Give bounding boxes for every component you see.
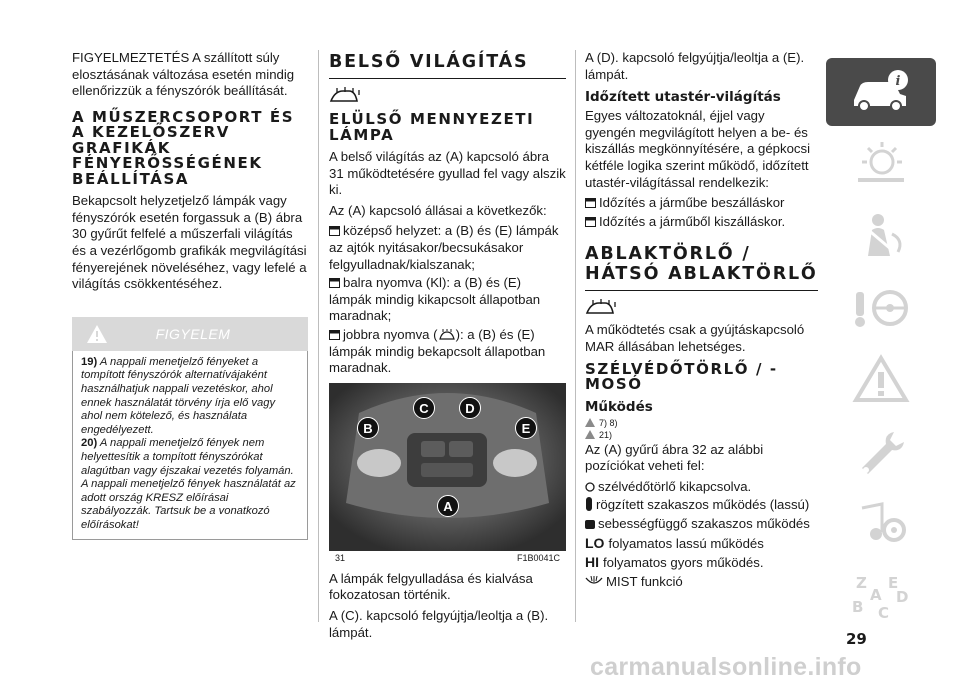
warning-item-19 [81,356,299,438]
column-divider [318,50,319,622]
tab-car-info[interactable] [826,58,936,126]
car-lamp-icon [329,87,363,105]
option-mist [585,574,818,591]
bullet-item [585,214,818,231]
column-3 [585,50,818,592]
svg-text:C: C [878,604,890,622]
chapter-tabs [826,58,936,634]
reference-number: 7) 8) [599,417,618,428]
ignition-text: A működtetés csak a gyújtáskapcsoló MAR állásában lehetséges. [585,322,805,354]
door-bullet-icon [329,330,340,340]
watermark: carmanualsonline.info [590,653,862,681]
tab-safety[interactable] [826,202,936,270]
music-settings-icon [848,498,914,550]
bullet-text: balra nyomva (Kl): a (B) és (E) lámpák mindig kikapcsolt állapotban maradnak; [329,275,541,324]
intro-text: FIGYELMEZTETÉS A szállított súly elosztásának változása esetén mindig ellenőrizzük a fényszórók beállítását. [72,50,295,99]
section-heading-interior-lights: BELSŐ VILÁGÍTÁS [329,52,566,79]
column-divider [575,50,576,622]
lamp-on-icon [438,329,456,340]
tab-maintenance[interactable] [826,418,936,486]
warning-header [72,317,308,351]
option-speed-dependent [585,516,818,533]
speed-dependent-icon [585,520,595,529]
tab-emergency[interactable] [826,346,936,414]
option-code: LO [585,534,605,551]
tab-index[interactable] [826,562,936,630]
switch-c-text: A (C). kapcsoló felgyújtja/leoltja a (B). lámpát. [329,607,549,640]
bullet-text: jobbra nyomva ( [343,326,438,342]
sub-heading-windscreen-wiper: SZÉLVÉDŐTÖRLŐ / -MOSÓ [585,359,778,394]
warning-number: 20) [81,437,98,450]
door-bullet-icon [329,226,340,236]
wrench-icon [848,426,914,478]
warning-item-20 [81,437,299,532]
bullet-text: ): a (B) és (E) lámpák mindig bekapcsolt állapotban maradnak. [329,326,546,376]
warning-road-icon [848,354,914,406]
figure-caption [329,553,566,563]
sub-heading-operation: Működés [585,398,653,415]
door-bullet-icon [585,217,596,227]
warning-text: A nappali menetjelző fényeket a tompított fényszórók alternatívájaként használhatjuk nappali vezetéskor, ahol ennek használatát törvény írja elő vagy ahol nem kötelező, és használata engedélyezett. [81,355,276,436]
bullet-item [329,223,566,273]
timed-lights-text: Egyes változatoknál, éjjel vagy gyengén megvilágított helyen a be- és kiszállás megkönnyítésére, a gépkocsi kétféle logika szerint működő, időzített utastér-világítással rendelkezik: [585,108,811,190]
option-hi [585,554,818,572]
column-2 [329,50,566,645]
seatbelt-icon [848,210,914,262]
warning-title: FIGYELEM [155,325,231,342]
option-text: rögzített szakaszos működés (lassú) [596,497,810,513]
bullet-text: Időzítés a járműbe beszálláskor [599,195,785,211]
option-text: MIST funkció [606,573,683,589]
mist-icon [585,576,603,587]
svg-text:i: i [895,74,901,89]
reference-row [585,418,818,428]
option-text: szélvédőtörlő kikapcsolva. [598,478,752,494]
label-a: A [437,495,459,517]
option-intermittent [585,497,818,514]
ceiling-lamp-text: A belső világítás az (A) kapcsoló ábra 31 működtetésére gyullad fel vagy alszik ki. [329,149,566,198]
switch-d-text: A (D). kapcsoló felgyújtja/leoltja a (E). lámpát. [585,50,805,82]
bullet-text: középső helyzet: a (B) és (E) lámpák az ajtók nyitásakor/becsukásakor felgyulladnak/kialszanak; [329,223,559,272]
car-key-icon [585,299,619,317]
option-off [585,479,818,496]
warning-text: A nappali menetjelző fények nem helyettesítik a tompított fényszórókat alagútban vagy éjszakai vezetés folyamán. A nappali menetjelző fények használatát az adott ország KRESZ előírásai szabályozzák. Tartsuk be a vonatkozó előírásokat! [81,437,296,531]
warning-box [72,351,308,540]
label-e: E [515,417,537,439]
brightness-text: Bekapcsolt helyzetjelző lámpák vagy fényszórók esetén forgassuk a (B) ábra 30 gyűrűt felfelé a műszerfali világítás és a vezérlőgomb grafikák megvilágítási fényerejének növeléséhez, vagy lefelé a világítás csökkentéséhez. [72,193,307,292]
headlight-icon [848,138,914,190]
warning-triangle-icon [585,430,595,439]
ring-positions-text: Az (A) gyűrű ábra 32 az alábbi pozíciókat veheti fel: [585,441,764,474]
intermittent-icon [585,497,593,511]
figure-number: 31 [335,552,346,563]
page-number: 29 [846,630,867,648]
option-code: HI [585,554,599,571]
bullet-item [585,195,818,212]
bullet-item [329,275,566,325]
svg-text:Z: Z [856,574,867,592]
column-1 [72,50,308,540]
bullet-text: Időzítés a járműből kiszálláskor. [599,213,786,229]
option-text: folyamatos gyors működés. [603,555,764,571]
door-bullet-icon [585,198,596,208]
warning-triangle-icon [86,324,108,344]
reference-number: 21) [599,429,613,440]
figure-31-ceiling-lamp-photo [329,383,566,551]
tab-multimedia[interactable] [826,490,936,558]
label-d: D [459,397,481,419]
car-info-icon [848,66,914,118]
sub-heading-timed-lights: Időzített utastér-világítás [585,89,781,106]
reference-row [585,430,818,440]
option-text: sebességfüggő szakaszos működés [598,515,810,531]
figure-code: F1B0041C [516,552,560,563]
warning-triangle-icon [585,418,595,427]
steering-wheel-icon [848,282,914,334]
svg-text:B: B [852,598,864,616]
switch-positions-text: Az (A) kapcsoló állásai a következők: [329,202,547,218]
bullet-item [329,327,566,377]
label-b: B [357,417,379,439]
option-lo [585,535,818,553]
sub-heading-front-ceiling-lamp: ELÜLSŐ MENNYEZETI LÁMPA [329,110,535,144]
fade-text: A lámpák felgyulladása és kialvása fokozatosan történik. [329,570,533,603]
option-text: folyamatos lassú működés [608,535,764,551]
door-bullet-icon [329,278,340,288]
tab-lights[interactable] [826,130,936,198]
circle-off-icon [585,482,595,492]
warning-number: 19) [81,355,98,368]
section-heading-instrument-brightness: A MŰSZERCSOPORT ÉS A KEZELŐSZERV GRAFIKÁK FÉNYERŐSSÉGÉNEK BEÁLLÍTÁSA [72,107,295,188]
svg-text:D: D [896,588,909,606]
svg-text:A: A [870,586,882,604]
label-c: C [413,397,435,419]
section-heading-wipers: ABLAKTÖRLŐ / HÁTSÓ ABLAKTÖRLŐ [585,244,818,291]
alphabet-index-icon [848,570,914,622]
svg-text:E: E [888,574,899,592]
tab-driving[interactable] [826,274,936,342]
